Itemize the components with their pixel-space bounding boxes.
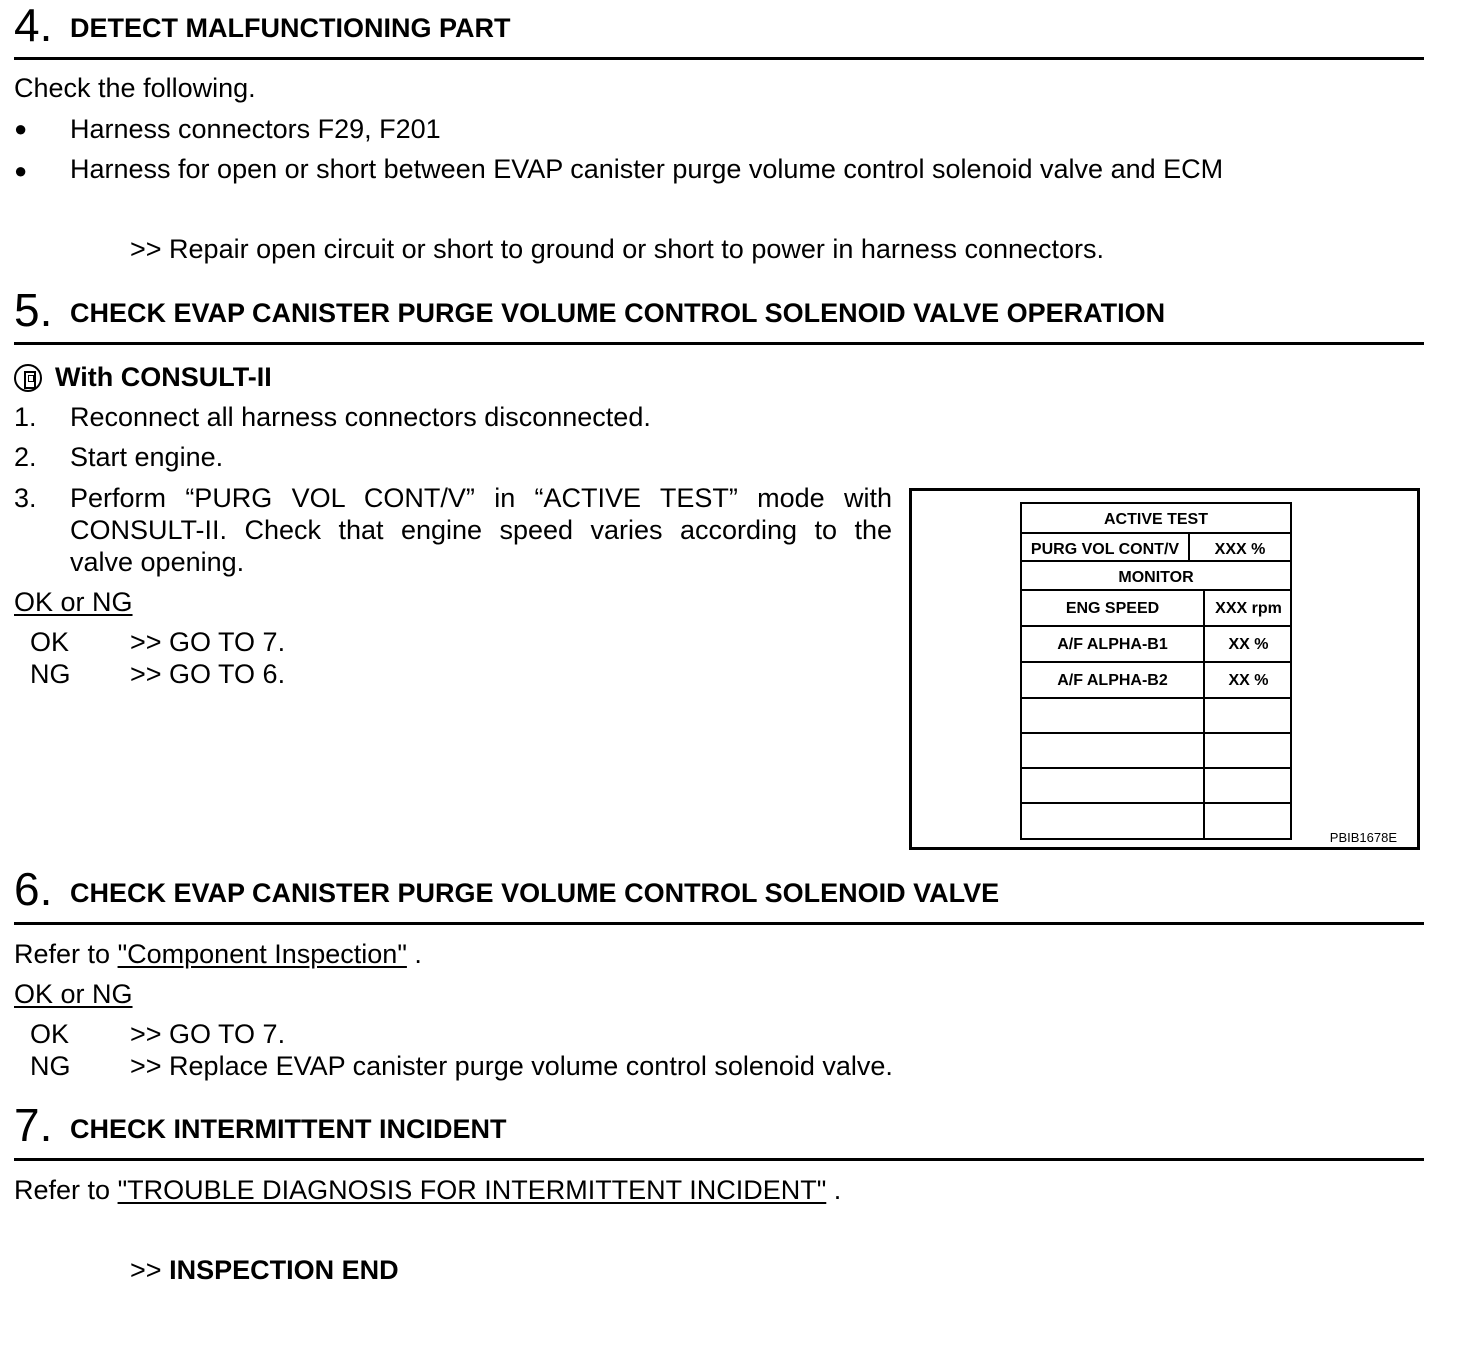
consult-screen-figure — [909, 488, 1420, 850]
step-5-ok-ng-heading: OK or NG — [14, 587, 133, 617]
inspection-end — [130, 1254, 399, 1286]
step-5-item-2: Start engine. — [70, 442, 224, 472]
step-5-number: 5. — [14, 284, 53, 336]
monitor-header: MONITOR — [1118, 569, 1194, 586]
step-5-ok-label: OK — [30, 627, 70, 657]
step-5-title: CHECK EVAP CANISTER PURGE VOLUME CONTROL SOLENOID VALVE OPERATION — [70, 298, 1166, 328]
step-5-item-3-num: 3. — [14, 483, 37, 513]
step-5-ok-action: >> GO TO 7. — [130, 627, 286, 657]
component-inspection-link[interactable]: "Component Inspection" — [117, 939, 407, 969]
step-6-ok-label: OK — [30, 1019, 70, 1049]
step-7-title: CHECK INTERMITTENT INCIDENT — [70, 1114, 507, 1144]
step-6-ng-action: >> Replace EVAP canister purge volume control solenoid valve. — [130, 1051, 893, 1081]
bullet-icon: ● — [14, 158, 28, 183]
bullet-icon: ● — [14, 116, 28, 141]
step-6-title: CHECK EVAP CANISTER PURGE VOLUME CONTROL SOLENOID VALVE — [70, 878, 1000, 908]
step-5-divider — [14, 342, 1424, 345]
monitor-row-value: XX % — [1228, 672, 1269, 689]
step-6-refer — [14, 938, 422, 970]
step-5-item-1: Reconnect all harness connectors disconnected. — [70, 402, 651, 432]
monitor-row-label: A/F ALPHA-B2 — [1057, 672, 1168, 689]
step-5-ng-action: >> GO TO 6. — [130, 659, 286, 689]
consult-tester-icon — [14, 364, 42, 392]
end-arrow: >> — [130, 1255, 162, 1285]
step-4-bullet-2: Harness for open or short between EVAP canister purge volume control solenoid valve and ECM — [70, 154, 1224, 184]
monitor-row-label: ENG SPEED — [1065, 600, 1160, 617]
refer-suffix: . — [414, 939, 422, 969]
step-7-refer — [14, 1174, 841, 1206]
step-7-number: 7. — [14, 1099, 53, 1151]
step-5-item-3-line-1: Perform “PURG VOL CONT/V” in “ACTIVE TEST” mode with — [70, 483, 892, 513]
monitor-row-label: A/F ALPHA-B1 — [1057, 636, 1168, 653]
intermittent-incident-link[interactable]: "TROUBLE DIAGNOSIS FOR INTERMITTENT INCIDENT" — [117, 1175, 827, 1205]
consult-label: With CONSULT-II — [55, 362, 272, 392]
step-5-ng-label: NG — [30, 659, 71, 689]
step-5-item-2-num: 2. — [14, 442, 37, 472]
step-4-bullet-1: Harness connectors F29, F201 — [70, 114, 441, 144]
step-6-number: 6. — [14, 863, 53, 915]
step-6-ok-ng-heading: OK or NG — [14, 979, 133, 1009]
step-5-item-3-line-3: valve opening. — [70, 547, 245, 577]
step-4-intro: Check the following. — [14, 73, 256, 103]
monitor-row-value: XX % — [1228, 636, 1269, 653]
refer-prefix: Refer to — [14, 1175, 111, 1205]
step-6-ng-label: NG — [30, 1051, 71, 1081]
refer-prefix: Refer to — [14, 939, 111, 969]
test-item-value: XXX % — [1214, 541, 1266, 558]
step-4-number: 4. — [14, 0, 53, 51]
end-text: INSPECTION END — [169, 1255, 399, 1285]
step-4-title: DETECT MALFUNCTIONING PART — [70, 13, 511, 43]
step-4-action: >> Repair open circuit or short to ground or short to power in harness connectors. — [130, 234, 1105, 264]
step-7-divider — [14, 1158, 1424, 1161]
figure-code: PBIB1678E — [1329, 830, 1397, 845]
step-6-ok-action: >> GO TO 7. — [130, 1019, 286, 1049]
step-4-divider — [14, 57, 1424, 60]
refer-suffix: . — [833, 1175, 842, 1205]
step-5-item-1-num: 1. — [14, 402, 37, 432]
step-6-divider — [14, 922, 1424, 925]
active-test-screen — [1020, 502, 1292, 840]
active-test-header: ACTIVE TEST — [1103, 511, 1208, 528]
step-5-item-3-line-2: CONSULT-II. Check that engine speed varies according to the — [70, 515, 892, 545]
monitor-row-value: XXX rpm — [1215, 600, 1282, 617]
test-item-label: PURG VOL CONT/V — [1030, 541, 1180, 558]
